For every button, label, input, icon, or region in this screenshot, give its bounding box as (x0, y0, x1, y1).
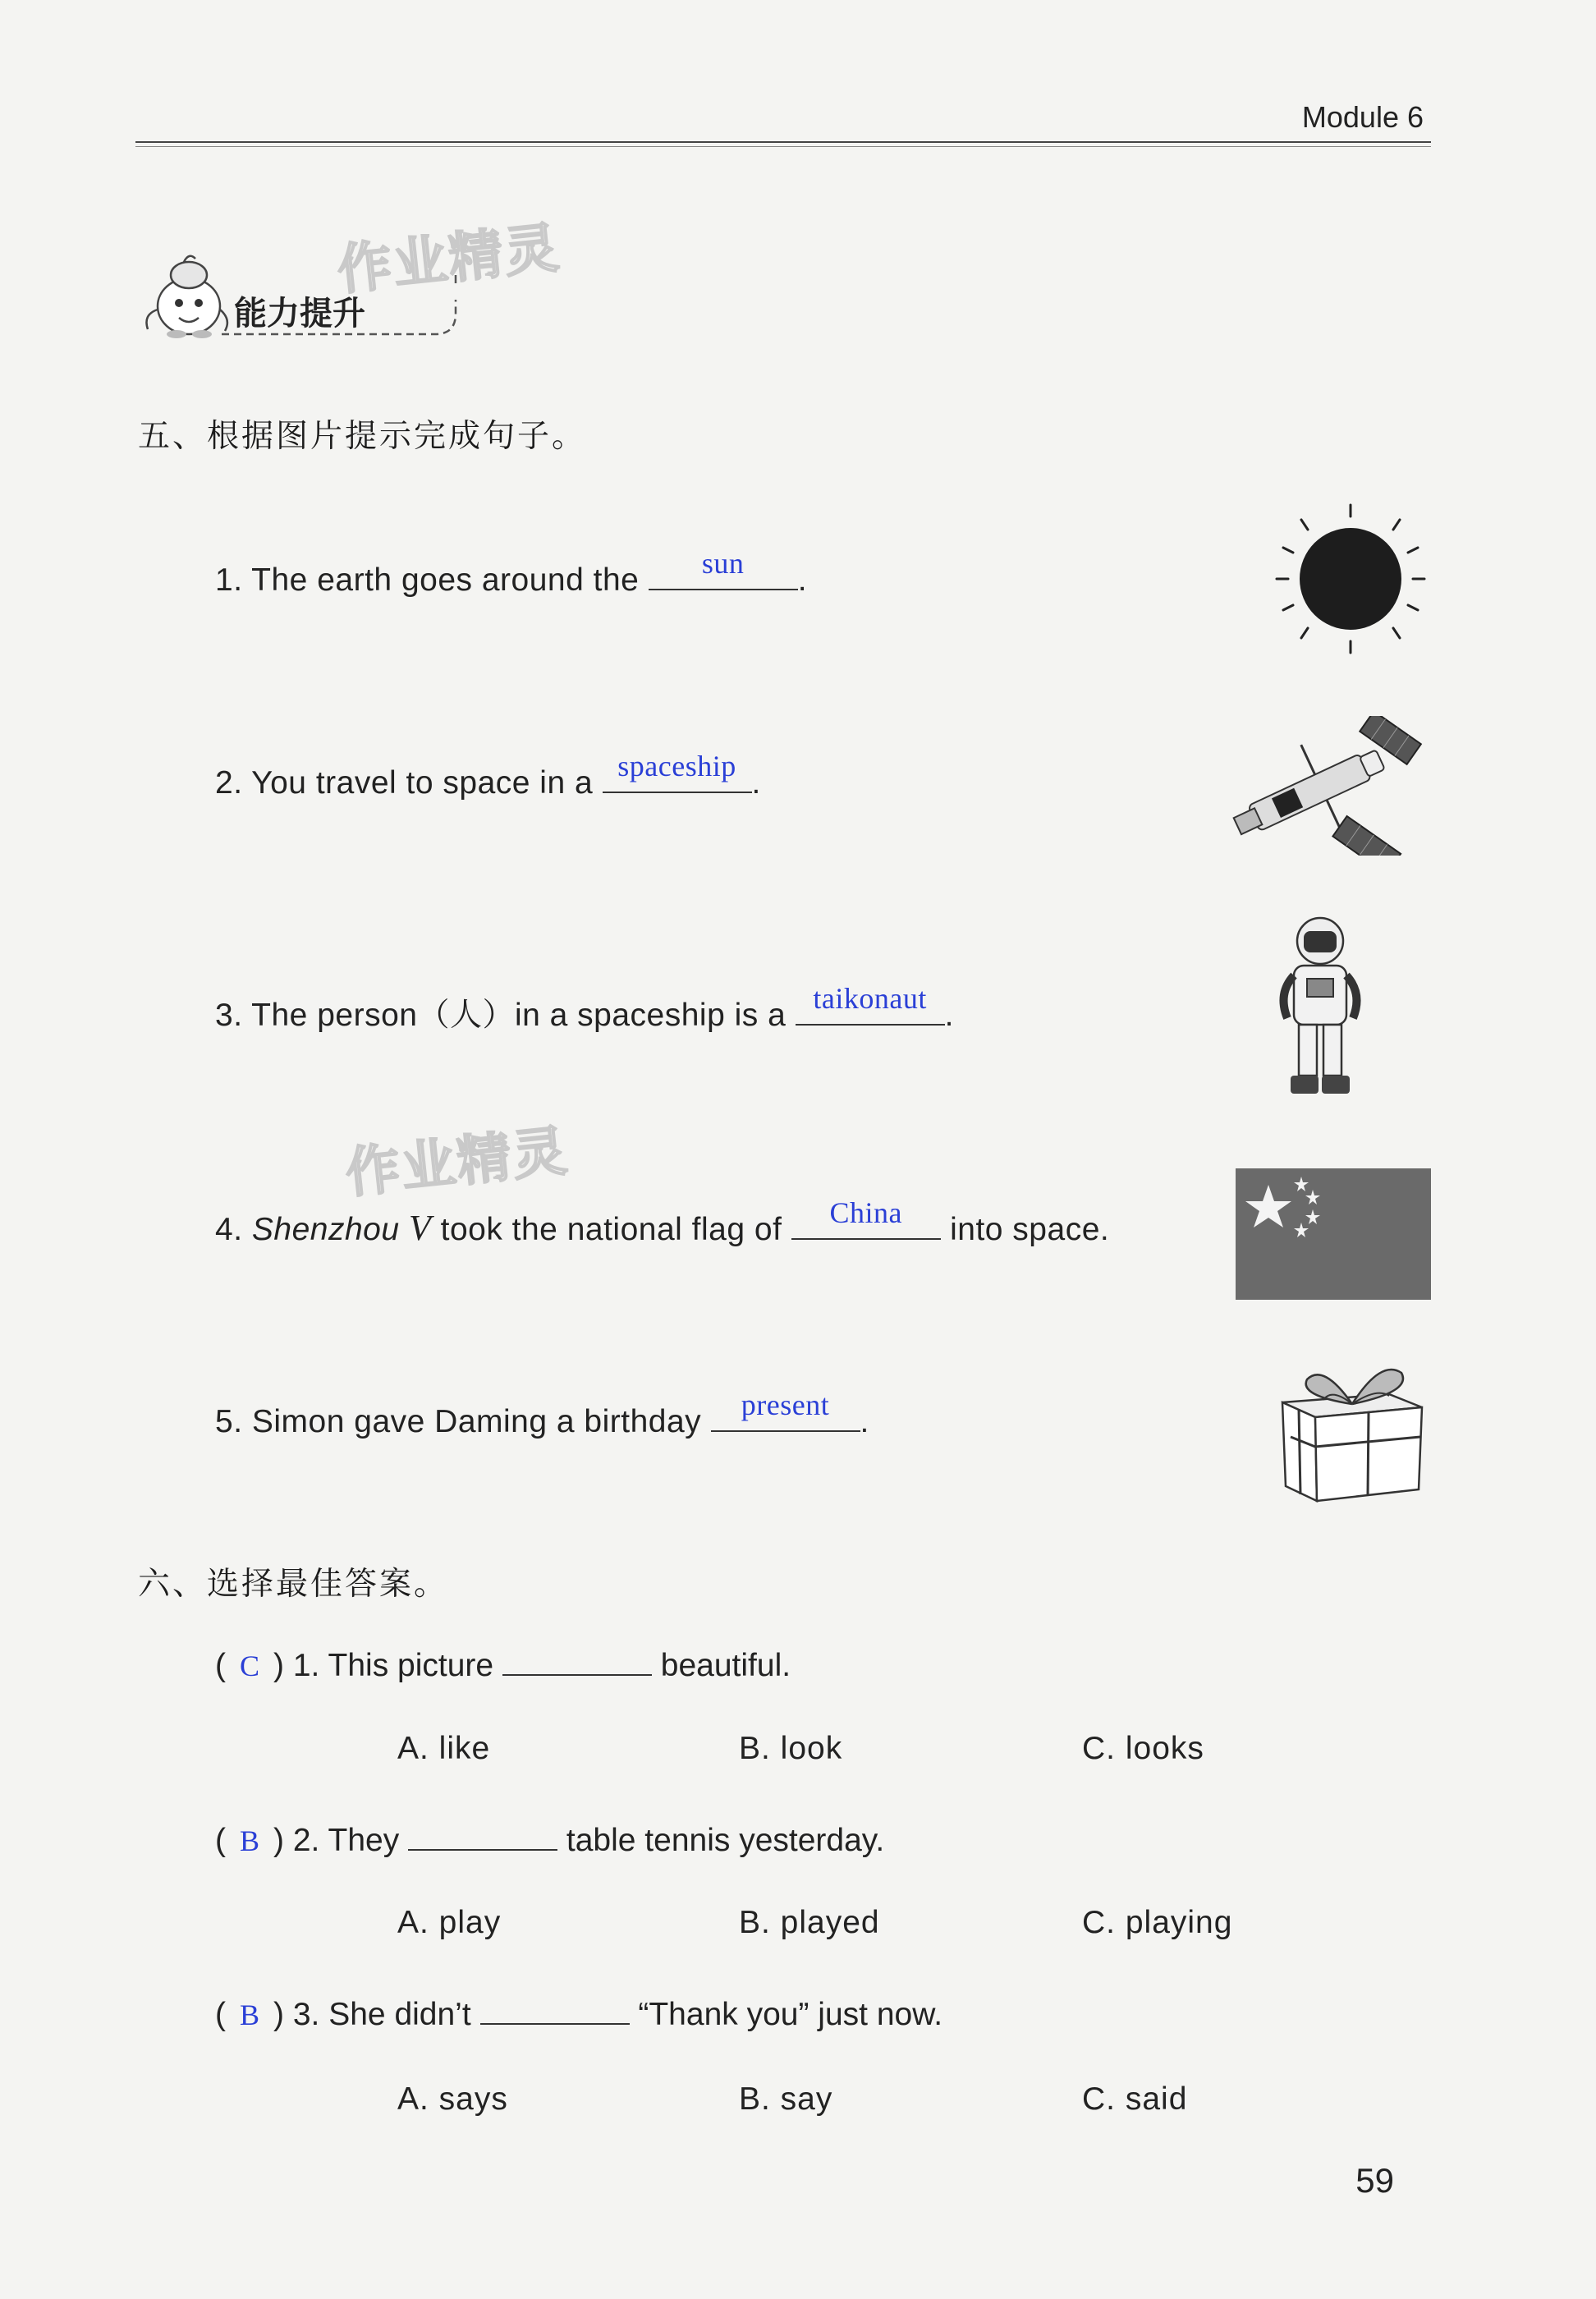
module-label: Module 6 (1301, 100, 1424, 134)
section6-heading: 六、选择最佳答案。 (138, 1566, 449, 1603)
item-number: 3. (215, 998, 243, 1033)
watermark-top: 作业精灵 (334, 215, 563, 302)
mc-question-2 (215, 1821, 884, 1859)
spaceship-icon (1213, 716, 1427, 856)
sentence-text: took the national flag of (440, 1212, 782, 1247)
section5-heading: 五、根据图片提示完成句子。 (138, 418, 587, 455)
sentence-end: . (751, 765, 761, 801)
answer-text: sun (701, 547, 745, 580)
mc-answer[interactable]: B (239, 1824, 259, 1857)
gift-icon (1274, 1355, 1430, 1503)
taikonaut-icon (1271, 911, 1369, 1104)
item-number: 3. (292, 1997, 320, 2032)
question-blank (502, 1646, 652, 1676)
spacecraft-name: Shenzhou (251, 1212, 400, 1247)
china-flag-icon (1236, 1168, 1431, 1300)
sentence-end: into space. (950, 1212, 1110, 1247)
answer-text: China (829, 1196, 902, 1229)
paren-close: ) (273, 1648, 284, 1683)
question-text-end: “Thank you” just now. (638, 1997, 943, 2032)
question-text: They (328, 1823, 400, 1858)
answer-blank[interactable] (603, 750, 752, 793)
answer-text: present (741, 1388, 830, 1421)
item-number: 5. (215, 1404, 243, 1439)
option-c[interactable]: C. said (1082, 2081, 1188, 2117)
question-text: This picture (328, 1648, 494, 1683)
item-number: 4. (215, 1212, 243, 1247)
mc-question-1 (215, 1646, 791, 1684)
page-number: 59 (1355, 2161, 1394, 2200)
paren-open: ( (215, 1997, 226, 2032)
option-c[interactable]: C. playing (1082, 1905, 1233, 1940)
sun-icon (1268, 497, 1433, 661)
sentence-text: The person（人）in a spaceship is a (251, 998, 787, 1033)
option-c[interactable]: C. looks (1082, 1731, 1204, 1766)
item-number: 1. (215, 562, 243, 598)
sentence-text: You travel to space in a (251, 765, 594, 801)
sentence-2 (215, 750, 761, 801)
paren-open: ( (215, 1823, 226, 1858)
banner-title: 能力提升 (234, 295, 365, 333)
answer-text: taikonaut (813, 982, 927, 1015)
item-number: 2. (292, 1823, 320, 1858)
question-text-end: beautiful. (660, 1648, 791, 1683)
answer-blank[interactable] (791, 1196, 941, 1240)
item-number: 2. (215, 765, 243, 801)
paren-close: ) (273, 1997, 284, 2032)
answer-blank[interactable] (649, 547, 798, 590)
question-text: She didn’t (328, 1997, 471, 2032)
question-blank (480, 1995, 630, 2025)
item-number: 1. (292, 1648, 320, 1683)
mc-answer[interactable]: B (239, 1998, 259, 2031)
option-b[interactable]: B. say (739, 2081, 833, 2117)
option-b[interactable]: B. played (739, 1905, 880, 1940)
header-rule-thin (135, 146, 1431, 147)
answer-text: spaceship (617, 750, 736, 782)
mc-answer[interactable]: C (239, 1650, 259, 1682)
sentence-end: . (797, 562, 808, 598)
sentence-5 (215, 1388, 869, 1440)
sentence-end: . (944, 998, 954, 1033)
option-b[interactable]: B. look (739, 1731, 843, 1766)
option-a[interactable]: A. play (397, 1905, 502, 1940)
header-rule (135, 141, 1431, 143)
paren-open: ( (215, 1648, 226, 1683)
sentence-4 (215, 1196, 1110, 1249)
sentence-text: The earth goes around the (251, 562, 640, 598)
watermark-middle: 作业精灵 (342, 1118, 571, 1205)
paren-close: ) (273, 1823, 284, 1858)
option-a[interactable]: A. like (397, 1731, 491, 1766)
question-blank (408, 1821, 557, 1851)
sentence-text: Simon gave Daming a birthday (251, 1404, 702, 1439)
question-text-end: table tennis yesterday. (566, 1823, 885, 1858)
sentence-end: . (860, 1404, 869, 1439)
mc-question-3 (215, 1995, 942, 2033)
answer-blank[interactable] (711, 1388, 860, 1432)
sentence-1 (215, 547, 808, 599)
sentence-3 (215, 982, 954, 1035)
answer-blank[interactable] (796, 982, 945, 1026)
roman-numeral: V (408, 1208, 432, 1248)
option-a[interactable]: A. says (397, 2081, 508, 2117)
